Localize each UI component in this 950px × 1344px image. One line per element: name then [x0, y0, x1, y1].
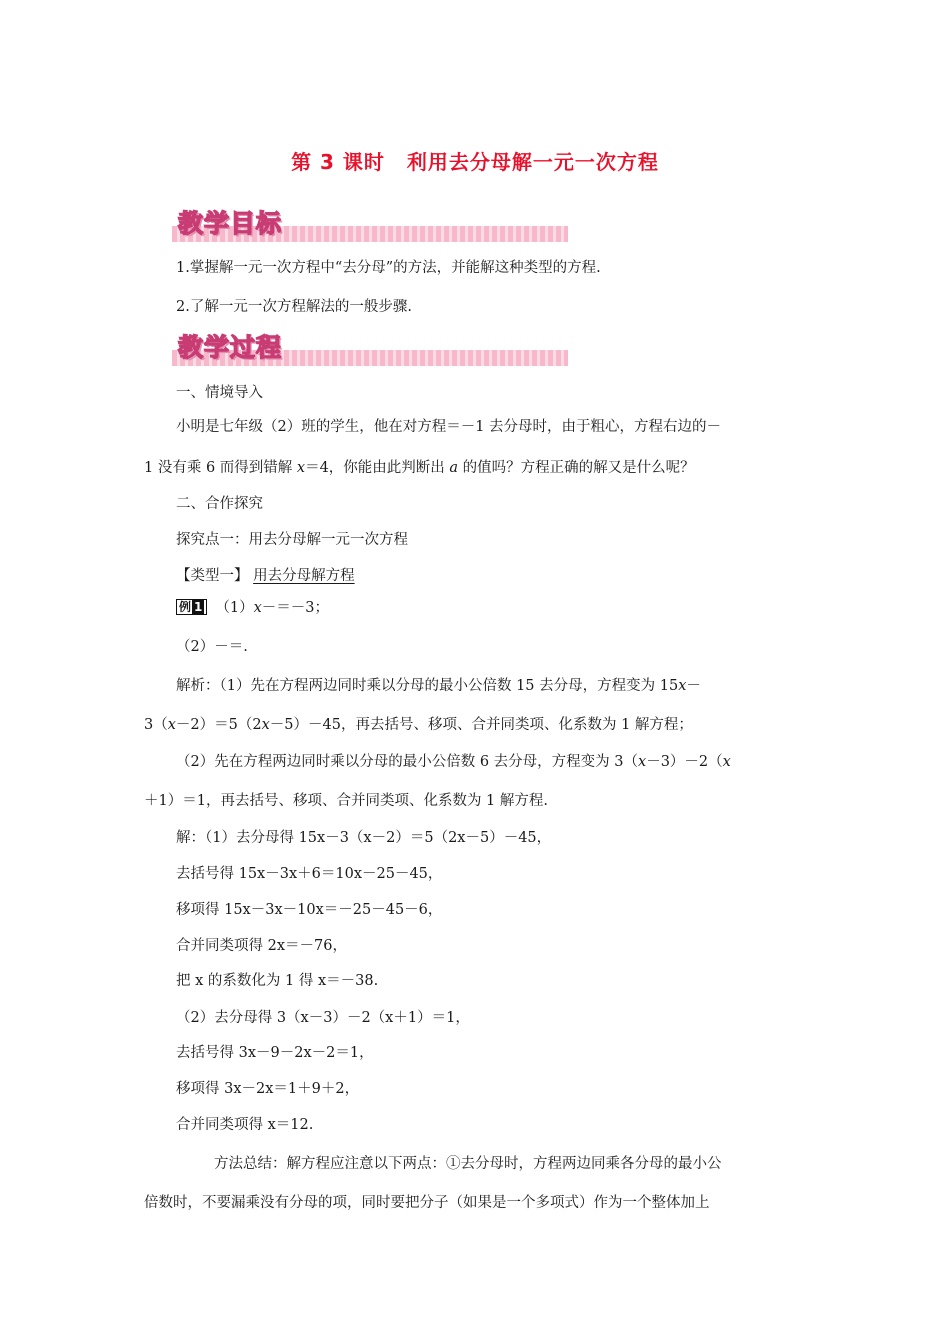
solution-line-3: 移项得 15x－3x－10x＝－25－45－6， — [176, 902, 443, 918]
intro-paragraph-line-2: 1 没有乘 6 而得到错解 x＝4，你能由此判断出 a 的值吗？方程正确的解又是什么呢？ — [144, 460, 695, 476]
explore-point: 探究点一：用去分母解一元一次方程 — [176, 532, 408, 548]
analysis-line-3: （2）先在方程两边同时乘以分母的最小公倍数 6 去分母，方程变为 3（x－3）－2（x — [176, 754, 731, 770]
section-banner-process — [172, 328, 572, 372]
example-tag: 例 1 — [176, 599, 207, 615]
solution-line-1: 解：（1）去分母得 15x－3（x－2）＝5（2x－5）－45， — [176, 830, 552, 846]
intro-heading: 一、情境导入 — [176, 385, 263, 401]
solution-line-9: 合并同类项得 x＝12. — [176, 1117, 314, 1133]
solution-line-8: 移项得 3x－2x＝1＋9＋2， — [176, 1081, 360, 1097]
solution-line-5: 把 x 的系数化为 1 得 x＝－38. — [176, 973, 379, 989]
section-heading-process: 教学过程 — [178, 333, 283, 362]
type-label: 【类型一】 — [176, 568, 249, 584]
solution-line-6: （2）去分母得 3（x－3）－2（x＋1）＝1， — [176, 1010, 470, 1026]
solution-line-2: 去括号得 15x－3x＋6＝10x－25－45， — [176, 866, 443, 882]
section-heading-goals: 教学目标 — [178, 209, 283, 238]
goal-item-1: 1.掌握解一元一次方程中“去分母”的方法，并能解这种类型的方程. — [176, 260, 601, 276]
page-title — [0, 146, 950, 175]
type-heading — [176, 566, 355, 586]
explore-heading: 二、合作探究 — [176, 496, 263, 512]
summary-line-2: 倍数时，不要漏乘没有分母的项，同时要把分子（如果是一个多项式）作为一个整体加上 — [144, 1195, 710, 1211]
example-1-part-2: （2）－＝. — [176, 639, 248, 655]
solution-line-4: 合并同类项得 2x＝－76， — [176, 938, 347, 954]
lesson-number: 第 3 课时 — [291, 150, 385, 174]
analysis-line-2: 3（x－2）＝5（2x－5）－45，再去括号、移项、合并同类项、化系数为 1 解方程； — [144, 717, 693, 733]
analysis-line-1: 解析：（1）先在方程两边同时乘以分母的最小公倍数 15 去分母，方程变为 15x－ — [176, 678, 701, 694]
analysis-line-4: ＋1）＝1，再去括号、移项、合并同类项、化系数为 1 解方程. — [144, 793, 549, 809]
example-1-part-1: 例 1 （1）x－＝－3； — [176, 598, 329, 618]
solution-line-7: 去括号得 3x－9－2x－2＝1， — [176, 1045, 374, 1061]
intro-paragraph-line-1: 小明是七年级（2）班的学生，他在对方程＝－1 去分母时，由于粗心，方程右边的－ — [176, 419, 722, 435]
section-banner-goals — [172, 204, 572, 248]
lesson-topic: 利用去分母解一元一次方程 — [406, 150, 659, 174]
type-title: 用去分母解方程 — [253, 568, 355, 584]
summary-line-1: 方法总结：解方程应注意以下两点：①去分母时，方程两边同乘各分母的最小公 — [214, 1156, 722, 1172]
goal-item-2: 2.了解一元一次方程解法的一般步骤. — [176, 299, 412, 315]
